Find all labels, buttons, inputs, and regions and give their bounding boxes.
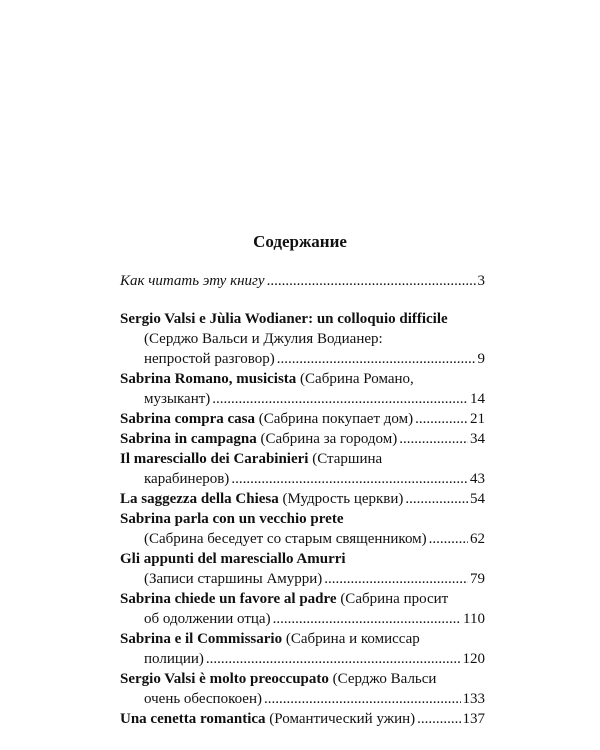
toc-entry [120, 669, 485, 709]
toc-entry-title-italian: Una cenetta romantica [120, 711, 266, 727]
toc-entry-title-russian: (Сабрина Романо, [296, 371, 414, 387]
toc-entry-title-russian: карабинеров) [144, 471, 230, 487]
toc-entry-title-russian: (Старшина [308, 451, 383, 467]
dot-leader [212, 389, 468, 409]
toc-entry-title-italian: La saggezza della Chiesa [120, 491, 279, 507]
toc-entry-title-italian: Sabrina parla con un vecchio prete [120, 511, 344, 527]
toc-line [120, 689, 485, 709]
toc-line [120, 609, 485, 629]
page-number: 3 [477, 273, 485, 289]
toc-entry [120, 449, 485, 489]
page-number: 79 [470, 571, 485, 587]
dot-leader [277, 349, 476, 369]
dot-leader [417, 709, 460, 729]
toc-line [120, 449, 485, 469]
page-number: 43 [470, 471, 485, 487]
toc-entry-title-italian: Sergio Valsi è molto preoccupato [120, 671, 329, 687]
toc-line [120, 429, 485, 449]
toc-line [120, 469, 485, 489]
toc-entry [120, 509, 485, 549]
toc-entry-title: Как читать эту книгу [120, 273, 265, 289]
toc-entry [120, 309, 485, 369]
toc-entry [120, 709, 485, 729]
dot-leader [415, 409, 468, 429]
page-number: 14 [470, 391, 485, 407]
toc-line [120, 309, 485, 329]
toc-line [120, 569, 485, 589]
toc-line [120, 669, 485, 689]
toc-line [120, 589, 485, 609]
toc-entry [120, 489, 485, 509]
dot-leader [264, 689, 461, 709]
toc-entry-title-russian: полиции) [144, 651, 204, 667]
toc-entry-title-russian: очень обеспокоен) [144, 691, 262, 707]
toc-entry-title-russian: (Сабрина за городом) [256, 431, 398, 447]
dot-leader [206, 649, 461, 669]
dot-leader [324, 569, 468, 589]
page-number: 34 [470, 431, 485, 447]
toc-line [120, 349, 485, 369]
toc-entry-title-russian: об одолжении отца) [144, 611, 271, 627]
page-title: Содержание [253, 232, 347, 251]
toc-entry-title-italian: Gli appunti del maresciallo Amurri [120, 551, 346, 567]
page-number: 54 [470, 491, 485, 507]
toc-line [120, 649, 485, 669]
dot-leader [429, 529, 468, 549]
toc-entry-title-russian: (Сабрина беседует со старым священником) [144, 531, 427, 547]
page-number: 62 [470, 531, 485, 547]
toc-line [120, 709, 485, 729]
page-number: 9 [477, 351, 485, 367]
toc-entry-title-italian: Sergio Valsi e Jùlia Wodianer: un colloquio difficile [120, 311, 448, 327]
toc-line [120, 329, 485, 349]
toc-entry-title-russian: (Романтический ужин) [265, 711, 416, 727]
toc-entry-title-russian: (Серджо Вальси и Джулия Водианер: [144, 331, 383, 347]
toc-line [120, 409, 485, 429]
dot-leader [231, 469, 468, 489]
page-number: 21 [470, 411, 485, 427]
toc-line [120, 271, 485, 291]
dot-leader [399, 429, 468, 449]
dot-leader [405, 489, 468, 509]
table-of-contents [120, 271, 485, 729]
dot-leader [267, 271, 476, 291]
toc-line [120, 489, 485, 509]
page-number: 137 [462, 711, 485, 727]
dot-leader [273, 609, 461, 629]
toc-entry-title-russian: (Сабрина покупает дом) [255, 411, 414, 427]
page-number: 120 [462, 651, 485, 667]
page-number: 133 [462, 691, 485, 707]
toc-entry [120, 589, 485, 629]
toc-entry [120, 369, 485, 409]
toc-line [120, 549, 485, 569]
toc-entry-title-italian: Sabrina in campagna [120, 431, 257, 447]
toc-entry-title-russian: непростой разговор) [144, 351, 275, 367]
toc-entry [120, 409, 485, 429]
toc-entry-title-russian: (Сабрина просит [336, 591, 449, 607]
toc-entry-title-russian: (Сабрина и комиссар [282, 631, 420, 647]
toc-line [120, 369, 485, 389]
toc-entry-title-russian: музыкант) [144, 391, 211, 407]
toc-entry-title-russian: (Записи старшины Амурри) [144, 571, 323, 587]
toc-entry-title-italian: Sabrina chiede un favore al padre [120, 591, 337, 607]
toc-line [120, 389, 485, 409]
toc-entry [120, 429, 485, 449]
toc-entry-title-italian: Sabrina e il Commissario [120, 631, 283, 647]
toc-entry [120, 549, 485, 589]
toc-entry [120, 271, 485, 291]
toc-entry [120, 629, 485, 669]
toc-entry-title-italian: Sabrina compra casa [120, 411, 255, 427]
toc-entry-title-italian: Il maresciallo dei Carabinieri [120, 451, 309, 467]
toc-line [120, 529, 485, 549]
toc-entry-title-italian: Sabrina Romano, musicista [120, 371, 297, 387]
toc-entry-title-russian: (Серджо Вальси [328, 671, 437, 687]
toc-line [120, 509, 485, 529]
toc-line [120, 629, 485, 649]
toc-entry-title-russian: (Мудрость церкви) [278, 491, 404, 507]
page-number: 110 [463, 611, 485, 627]
